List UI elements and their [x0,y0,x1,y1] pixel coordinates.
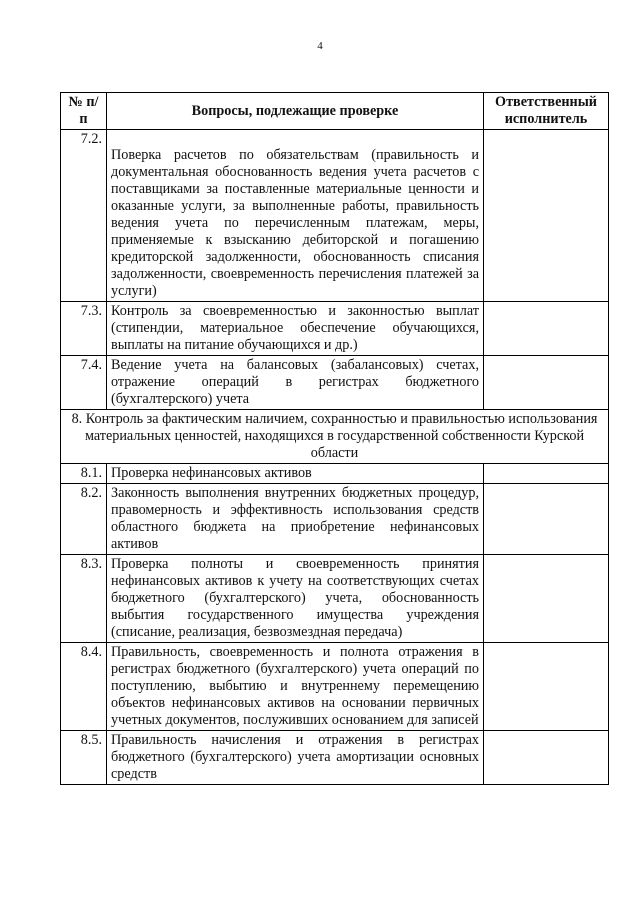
row-responsible [484,643,609,731]
row-number: 8.1. [61,464,107,484]
row-number: 8.5. [61,731,107,785]
table-row [61,484,609,555]
audit-table [60,92,609,785]
row-description: Ведение учета на балансовых (забалансовых) счетах, отражение операций в регистрах бюджетного (бухгалтерского) учета [107,356,484,410]
section-8-title: 8. Контроль за фактическим наличием, сохранностью и правильностью использования материальных ценностей, находящихся в государственной собственности Курской области [61,410,609,464]
header-question: Вопросы, подлежащие проверке [107,93,484,130]
row-number: 7.2. [61,130,107,302]
row-number: 8.2. [61,484,107,555]
table-row [61,643,609,731]
row-description: Проверка нефинансовых активов [107,464,484,484]
row-responsible [484,464,609,484]
section-row [61,410,609,464]
table-row [61,356,609,410]
page-number: 4 [317,40,323,52]
row-responsible [484,484,609,555]
header-responsible: Ответственный исполнитель [484,93,609,130]
row-responsible [484,130,609,302]
row-number: 8.3. [61,555,107,643]
row-description: Правильность начисления и отражения в регистрах бюджетного (бухгалтерского) учета амортизации основных средств [107,731,484,785]
row-number: 7.3. [61,302,107,356]
row-description: Проверка полноты и своевременность принятия нефинансовых активов к учету на соответствующих счетах бюджетного (бухгалтерского) учета, обоснованность выбытия государственного имущества учреждения (списание, реализация, безвозмездная передача) [107,555,484,643]
header-num: № п/п [61,93,107,130]
row-description: Поверка расчетов по обязательствам (правильность и документальная обоснованность ведения учета расчетов с поставщиками за поставленные материальные ценности и оказанные услуги, за выполненные работы, правильность ведения учета по перечисленным платежам, меры, применяемые к взысканию дебиторской и погашению кредиторской задолженности, обоснованность списания задолженности, своевременность перечисления платежей за услуги) [107,130,484,302]
row-description: Законность выполнения внутренних бюджетных процедур, правомерность и эффективность использования средств областного бюджета на приобретение нефинансовых активов [107,484,484,555]
row-responsible [484,356,609,410]
row-description: Контроль за своевременностью и законностью выплат (стипендии, материальное обеспечение обучающихся, выплаты на питание обучающихся и др.) [107,302,484,356]
table-row [61,731,609,785]
row-description: Правильность, своевременность и полнота отражения в регистрах бюджетного (бухгалтерского) учета операций по поступлению, выбытию и внутреннему перемещению объектов нефинансовых активов на основании первичных учетных документов, послуживших основанием для записей [107,643,484,731]
row-number: 7.4. [61,356,107,410]
table-row [61,464,609,484]
table-row [61,130,609,302]
row-number: 8.4. [61,643,107,731]
table-header-row [61,93,609,130]
row-responsible [484,302,609,356]
table-row [61,302,609,356]
row-responsible [484,731,609,785]
row-responsible [484,555,609,643]
table-row [61,555,609,643]
